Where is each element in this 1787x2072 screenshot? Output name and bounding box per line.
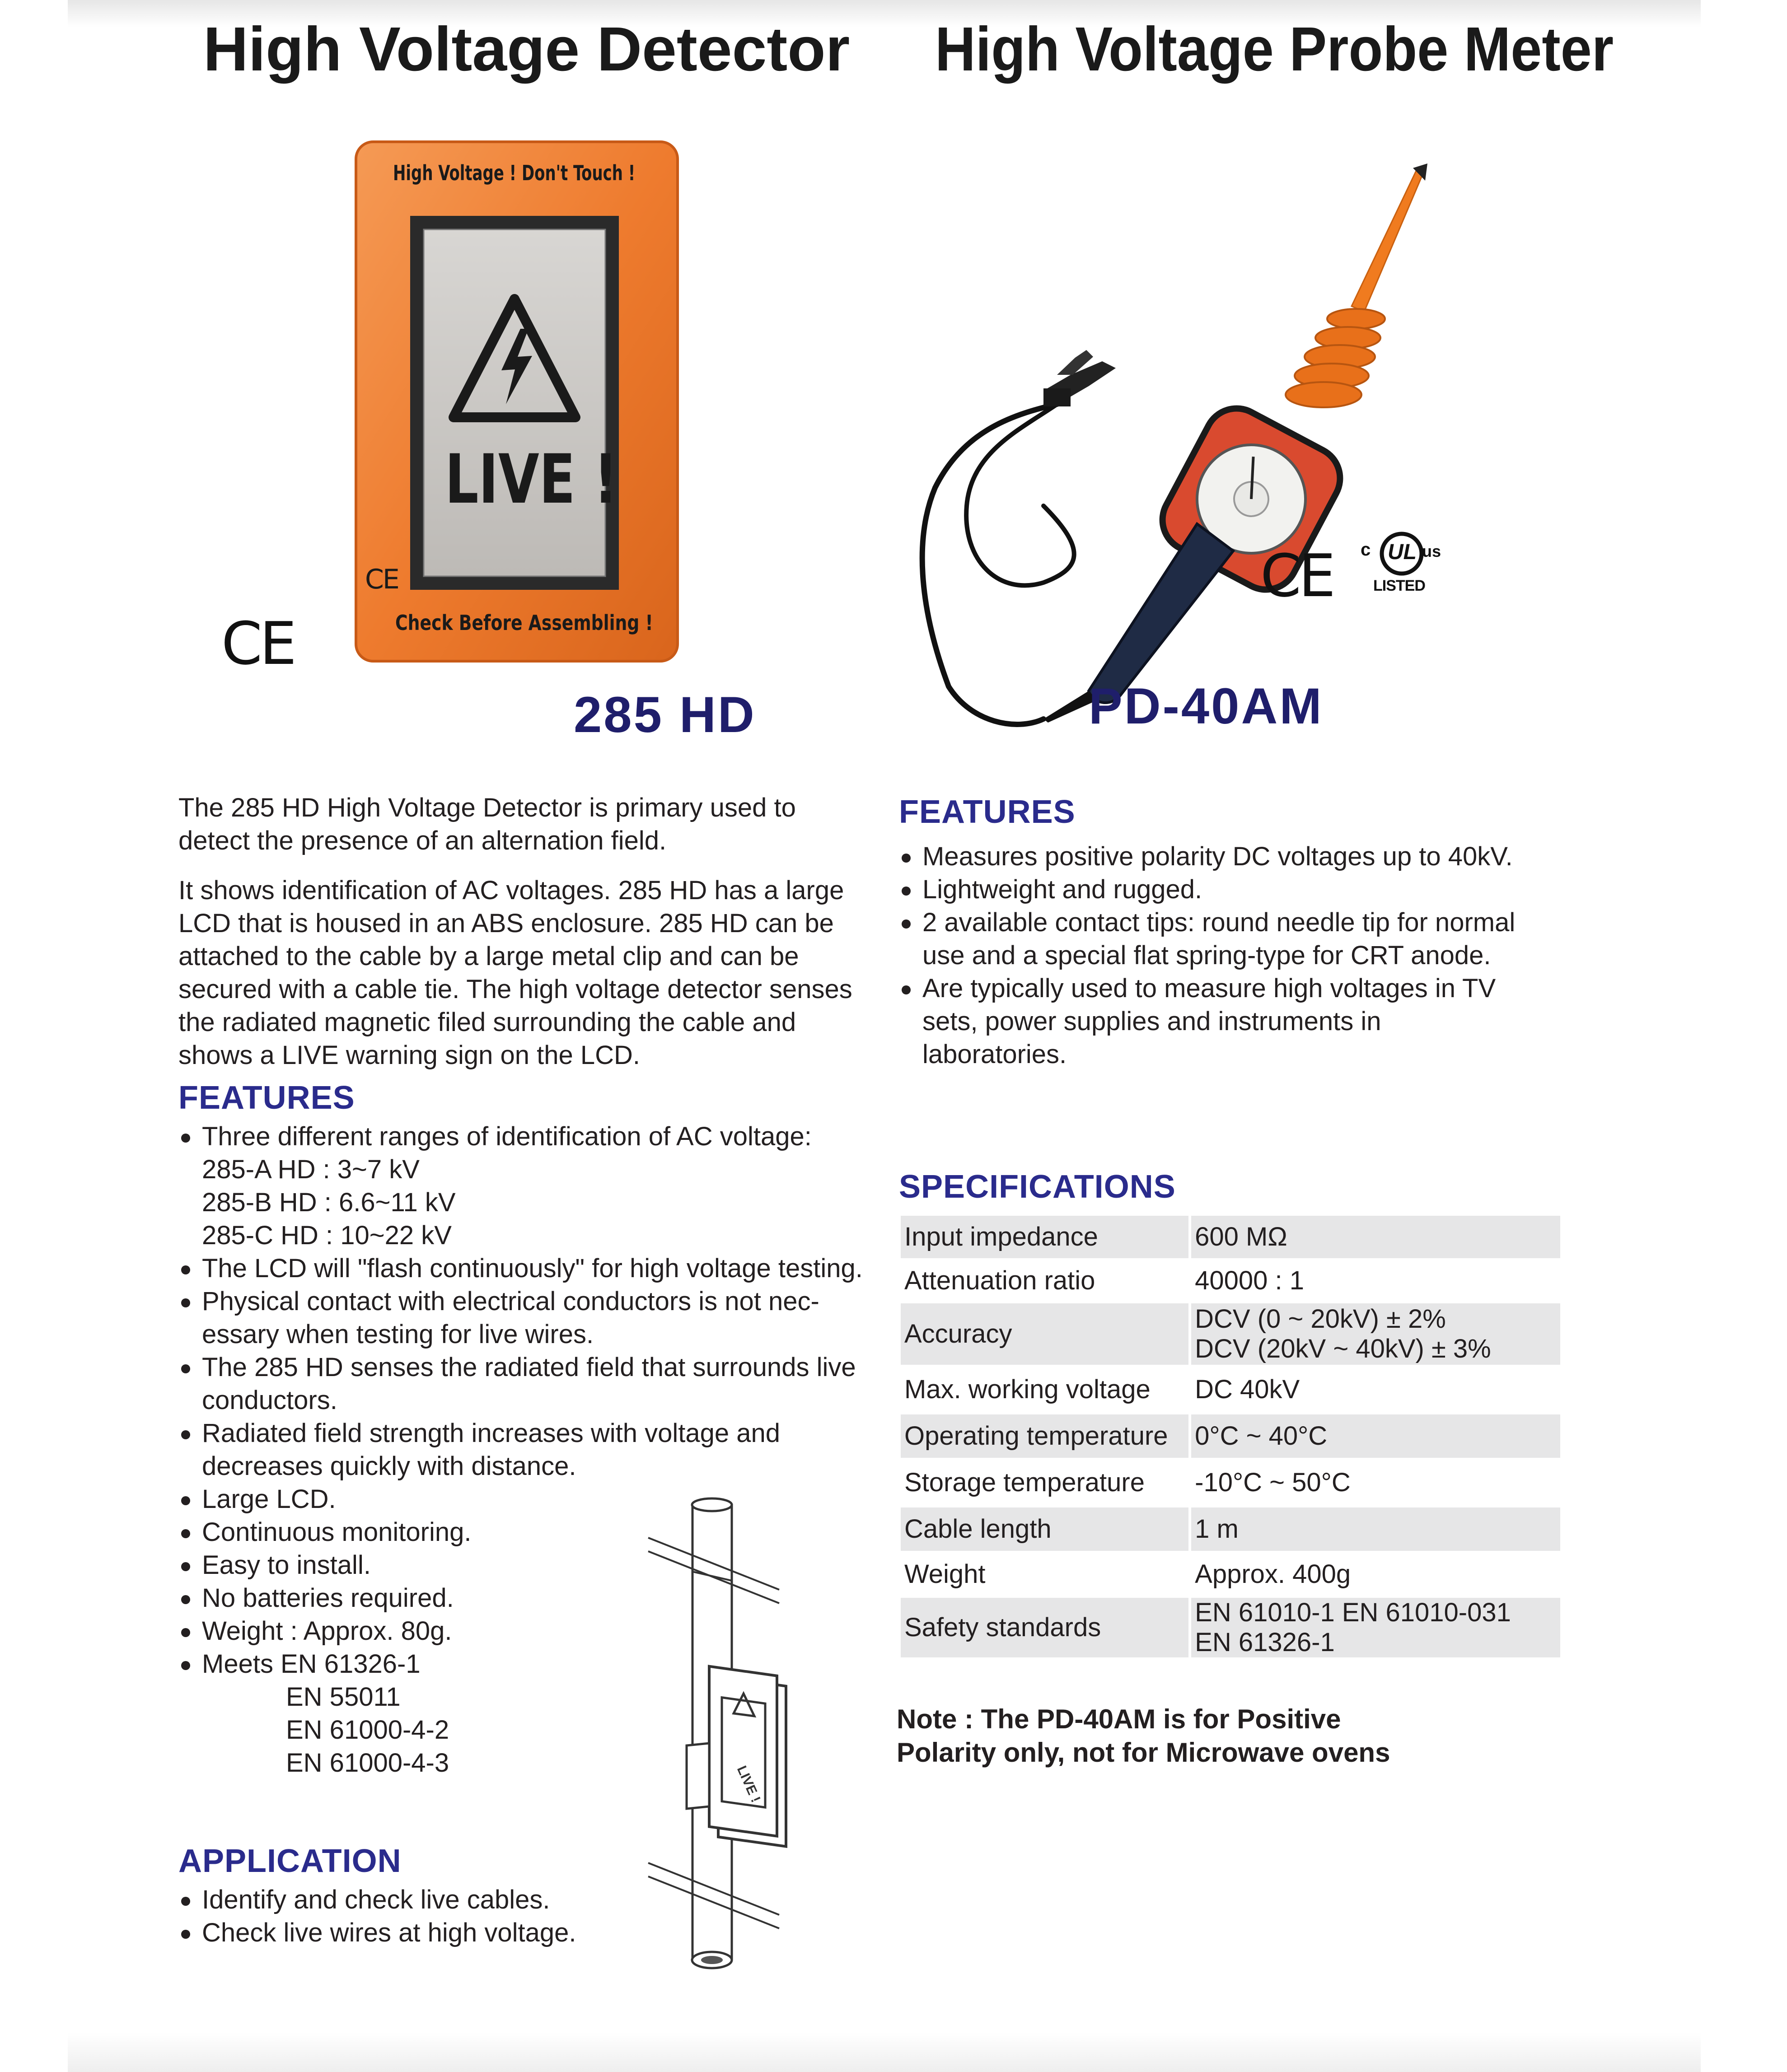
list-item: Physical contact with electrical conductors is not nec-essary when testing for live wires. <box>178 1285 883 1351</box>
application-heading: APPLICATION <box>178 1843 402 1879</box>
specifications-heading: SPECIFICATIONS <box>899 1169 1176 1205</box>
spec-value-line: EN 61326-1 <box>1195 1628 1335 1657</box>
spec-value-line: DCV (0 ~ 20kV) ± 2% <box>1195 1304 1446 1334</box>
list-item: Continuous monitoring. <box>178 1516 883 1549</box>
range-285-a: 285-A HD : 3~7 kV <box>202 1155 420 1184</box>
detector-ce-mark: CE <box>365 564 398 595</box>
title-high-voltage-probe-meter: High Voltage Probe Meter <box>935 14 1614 84</box>
spec-key: Cable length <box>901 1507 1190 1551</box>
page-bottom-shadow <box>68 2032 1701 2072</box>
meets-en-61000-4-2: EN 61000-4-2 <box>286 1715 449 1745</box>
specifications-table <box>901 1216 1560 1657</box>
cable-installation-illustration <box>646 1495 795 1980</box>
spec-value: 40000 : 1 <box>1190 1258 1560 1303</box>
table-row <box>901 1365 1560 1414</box>
table-row <box>901 1551 1560 1598</box>
ranges-intro: Three different ranges of identification of AC voltage: <box>202 1122 812 1151</box>
spec-key: Accuracy <box>901 1303 1190 1365</box>
list-item: Measures positive polarity DC voltages up to 40kV. <box>899 840 1518 873</box>
list-item: Check live wires at high voltage. <box>178 1916 675 1949</box>
list-item: No batteries required. <box>178 1582 883 1615</box>
spec-key: Max. working voltage <box>904 1375 1151 1404</box>
application-list <box>178 1883 675 1949</box>
ce-mark-left: CE <box>221 609 294 678</box>
probe-meter-image <box>908 163 1450 736</box>
spec-value: -10°C ~ 50°C <box>1190 1458 1560 1507</box>
table-row <box>901 1458 1560 1507</box>
spec-key: Safety standards <box>901 1598 1190 1657</box>
table-row <box>901 1414 1560 1458</box>
list-item: 2 available contact tips: round needle tip for normal use and a special flat spring-type for CRT anode. <box>899 906 1518 972</box>
model-285-hd: 285 HD <box>574 686 756 743</box>
note-line: Note : The PD-40AM is for Positive <box>897 1704 1341 1734</box>
range-285-b: 285-B HD : 6.6~11 kV <box>202 1188 456 1217</box>
left-features-heading: FEATURES <box>178 1080 355 1116</box>
note-text <box>897 1703 1574 1769</box>
spec-value: 0°C ~ 40°C <box>1190 1414 1560 1458</box>
intro-paragraph-2: It shows identification of AC voltages. 285 HD has a large LCD that is housed in an ABS enclosure. 285 HD can be attached to the cable by a large metal clip and can be secured with a cable tie. The high voltage detector senses the radiated magnetic filed surrounding the cable and shows a LIVE warning sign on the LCD. <box>178 876 852 1070</box>
spec-key: Input impedance <box>901 1216 1190 1258</box>
list-item <box>178 1120 883 1252</box>
detector-top-warning: High Voltage ! Don't Touch ! <box>393 161 636 185</box>
spec-key: Weight <box>904 1559 986 1589</box>
spec-value-line: EN 61010-1 EN 61010-031 <box>1195 1598 1511 1627</box>
right-features-heading: FEATURES <box>899 794 1076 830</box>
meets-en-61000-4-3: EN 61000-4-3 <box>286 1748 449 1778</box>
ul-mark-c: c <box>1361 540 1371 560</box>
note-line: Polarity only, not for Microwave ovens <box>897 1737 1390 1768</box>
table-row <box>901 1598 1560 1657</box>
spec-value: 600 MΩ <box>1190 1216 1560 1258</box>
spec-key: Operating temperature <box>901 1414 1190 1458</box>
list-item: Are typically used to measure high voltages in TV sets, power supplies and instruments in laboratories. <box>899 972 1518 1071</box>
list-item: Radiated field strength increases with voltage and decreases quickly with distance. <box>178 1417 825 1483</box>
range-285-c: 285-C HD : 10~22 kV <box>202 1221 452 1250</box>
title-high-voltage-detector: High Voltage Detector <box>203 14 850 84</box>
spec-value: Approx. 400g <box>1190 1551 1560 1598</box>
detector-bottom-warning: Check Before Assembling ! <box>395 611 653 635</box>
list-item: The 285 HD senses the radiated field that surrounds live conductors. <box>178 1351 883 1417</box>
ce-mark-right: CE <box>1260 541 1333 610</box>
table-row <box>901 1507 1560 1551</box>
spec-value: DC 40kV <box>1190 1365 1560 1414</box>
table-row <box>901 1303 1560 1365</box>
list-item: Large LCD. <box>178 1483 883 1516</box>
detector-device-image <box>352 140 682 664</box>
right-features-list <box>899 840 1518 1071</box>
ul-mark-ul: UL <box>1388 540 1417 564</box>
list-item: Easy to install. <box>178 1549 883 1582</box>
ul-mark-us: us <box>1422 542 1441 560</box>
spec-value <box>1190 1598 1560 1657</box>
meets-en-55011: EN 55011 <box>286 1682 401 1712</box>
intro-paragraph-1: The 285 HD High Voltage Detector is primary used to detect the presence of an alternation field. <box>178 793 796 855</box>
spec-value <box>1190 1303 1560 1365</box>
list-item: The LCD will "flash continuously" for high voltage testing. <box>178 1252 883 1285</box>
illustration-lcd-text: LIVE ! <box>734 1764 763 1805</box>
spec-key: Storage temperature <box>904 1468 1145 1497</box>
table-row <box>901 1216 1560 1258</box>
spec-key: Attenuation ratio <box>904 1266 1095 1295</box>
ul-listed-text: LISTED <box>1373 577 1425 594</box>
spec-value: 1 m <box>1190 1507 1560 1551</box>
table-row <box>901 1258 1560 1303</box>
detector-screen-live-text: LIVE ! <box>445 440 618 519</box>
list-item: Identify and check live cables. <box>178 1883 675 1916</box>
meets-label: Meets EN 61326-1 <box>202 1649 421 1679</box>
spec-value-line: DCV (20kV ~ 40kV) ± 3% <box>1195 1334 1491 1363</box>
list-item: Weight : Approx. 80g. <box>178 1615 883 1647</box>
list-item: Lightweight and rugged. <box>899 873 1518 906</box>
model-pd-40am: PD-40AM <box>1089 678 1324 734</box>
